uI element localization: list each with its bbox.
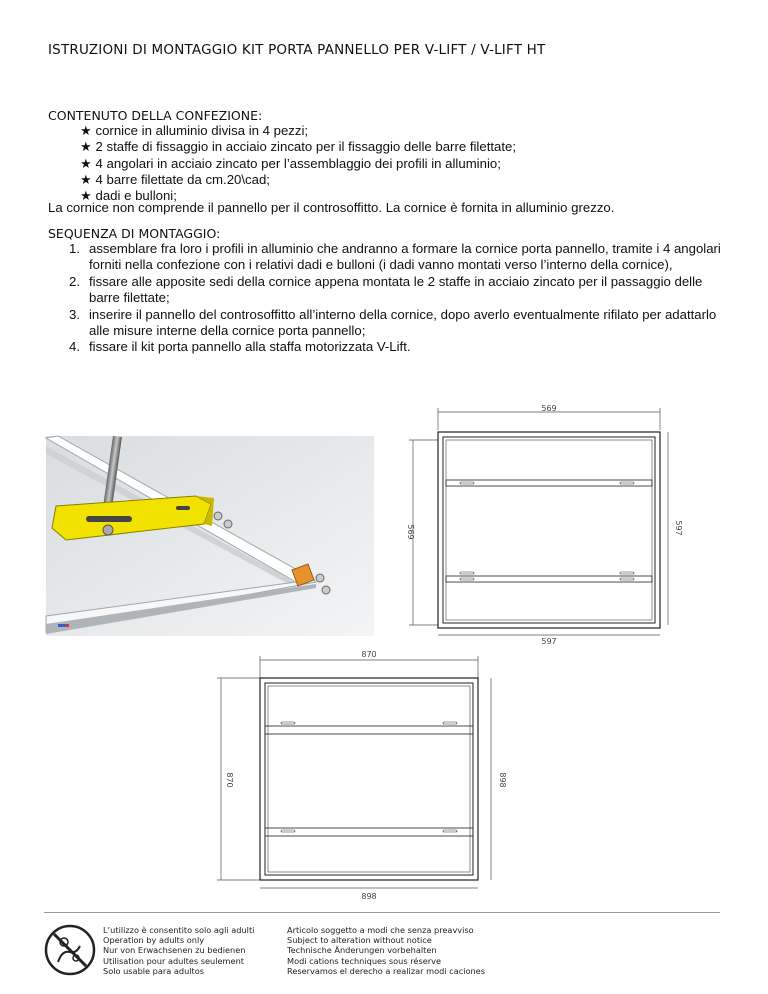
footer-line-text: Solo usable para adultos [103,965,205,976]
list-item [63,274,723,307]
footer-line-text: Technische Änderungen vorbehalten [287,945,437,956]
step-number: 2. [69,273,80,289]
footer-legal-notes [287,925,485,976]
step-text: fissare il kit porta pannello alla staffa motorizzata V-Lift. [89,339,411,355]
footer-divider [44,912,720,913]
footer-line-text: Utilisation pour adultes seulement [103,955,244,966]
contents-note: La cornice non comprende il pannello per il controsoffitto. La cornice è fornita in alluminio grezzo. [48,200,615,215]
dim-left: 870 [225,772,234,788]
sequence-heading: SEQUENZA DI MONTAGGIO: [48,226,221,241]
step-number: 4. [69,339,80,355]
step-number: 1. [69,241,80,256]
step-number: 3. [69,306,80,322]
footer-line-text: Operation by adults only [103,935,205,946]
list-item [63,339,723,355]
footer-line-text: Subject to alteration without notice [287,935,432,946]
dim-left: 569 [406,524,415,540]
footer-usage-notes [103,925,254,976]
list-item: ★ dadi e bulloni; [80,188,516,204]
sequence-list [63,241,723,356]
dim-right: 898 [498,772,507,788]
dim-bottom: 597 [541,637,557,646]
step-text: inserire il pannello del controsoffitto all’interno della cornice, dopo averlo eventualmente rifilato per adattarlo alle misure interne della cornice porta pannello; [89,306,717,339]
adults-only-icon [44,924,96,976]
list-item: ★ 4 barre filettate da cm.20\cad; [80,172,516,188]
list-item: ★ 4 angolari in acciaio zincato per l’assemblaggio dei profili in alluminio; [80,156,516,172]
frame-drawing-small [400,400,700,645]
dim-right: 597 [674,520,683,536]
page-title: ISTRUZIONI DI MONTAGGIO KIT PORTA PANNELLO PER V-LIFT / V-LIFT HT [48,42,546,58]
contents-list [80,123,516,204]
contents-heading: CONTENUTO DELLA CONFEZIONE: [48,108,263,123]
list-item [63,307,723,340]
footer-line-text: Articolo soggetto a modi che senza preavviso [287,925,474,935]
step-text: fissare alle apposite sedi della cornice appena montata le 2 staffe in acciaio zincato per il passaggio delle barre filettate; [89,273,703,306]
footer-line-text: Nur von Erwachsenen zu bedienen [103,945,246,956]
assembly-photo [46,436,374,636]
list-item: ★ cornice in alluminio divisa in 4 pezzi; [80,123,516,139]
footer-line-text: L’utilizzo è consentito solo agli adulti [103,925,255,935]
step-text: assemblare fra loro i profili in alluminio che andranno a formare la cornice porta pannello, tramite i 4 angolari forniti nella confezione con i relativi dadi e bulloni (i dadi vanno montati verso l’interno della cornice), [89,241,721,273]
list-item [63,241,723,274]
dim-top: 870 [361,650,377,659]
dim-bottom: 898 [361,892,377,901]
dim-top: 569 [541,404,557,413]
footer-line-text: Modi cations techniques sous réserve [287,955,442,966]
list-item: ★ 2 staffe di fissaggio in acciaio zincato per il fissaggio delle barre filettate; [80,139,516,155]
footer-line-text: Reservamos el derecho a realizar modi caciones [287,965,485,976]
frame-drawing-large [215,648,505,902]
